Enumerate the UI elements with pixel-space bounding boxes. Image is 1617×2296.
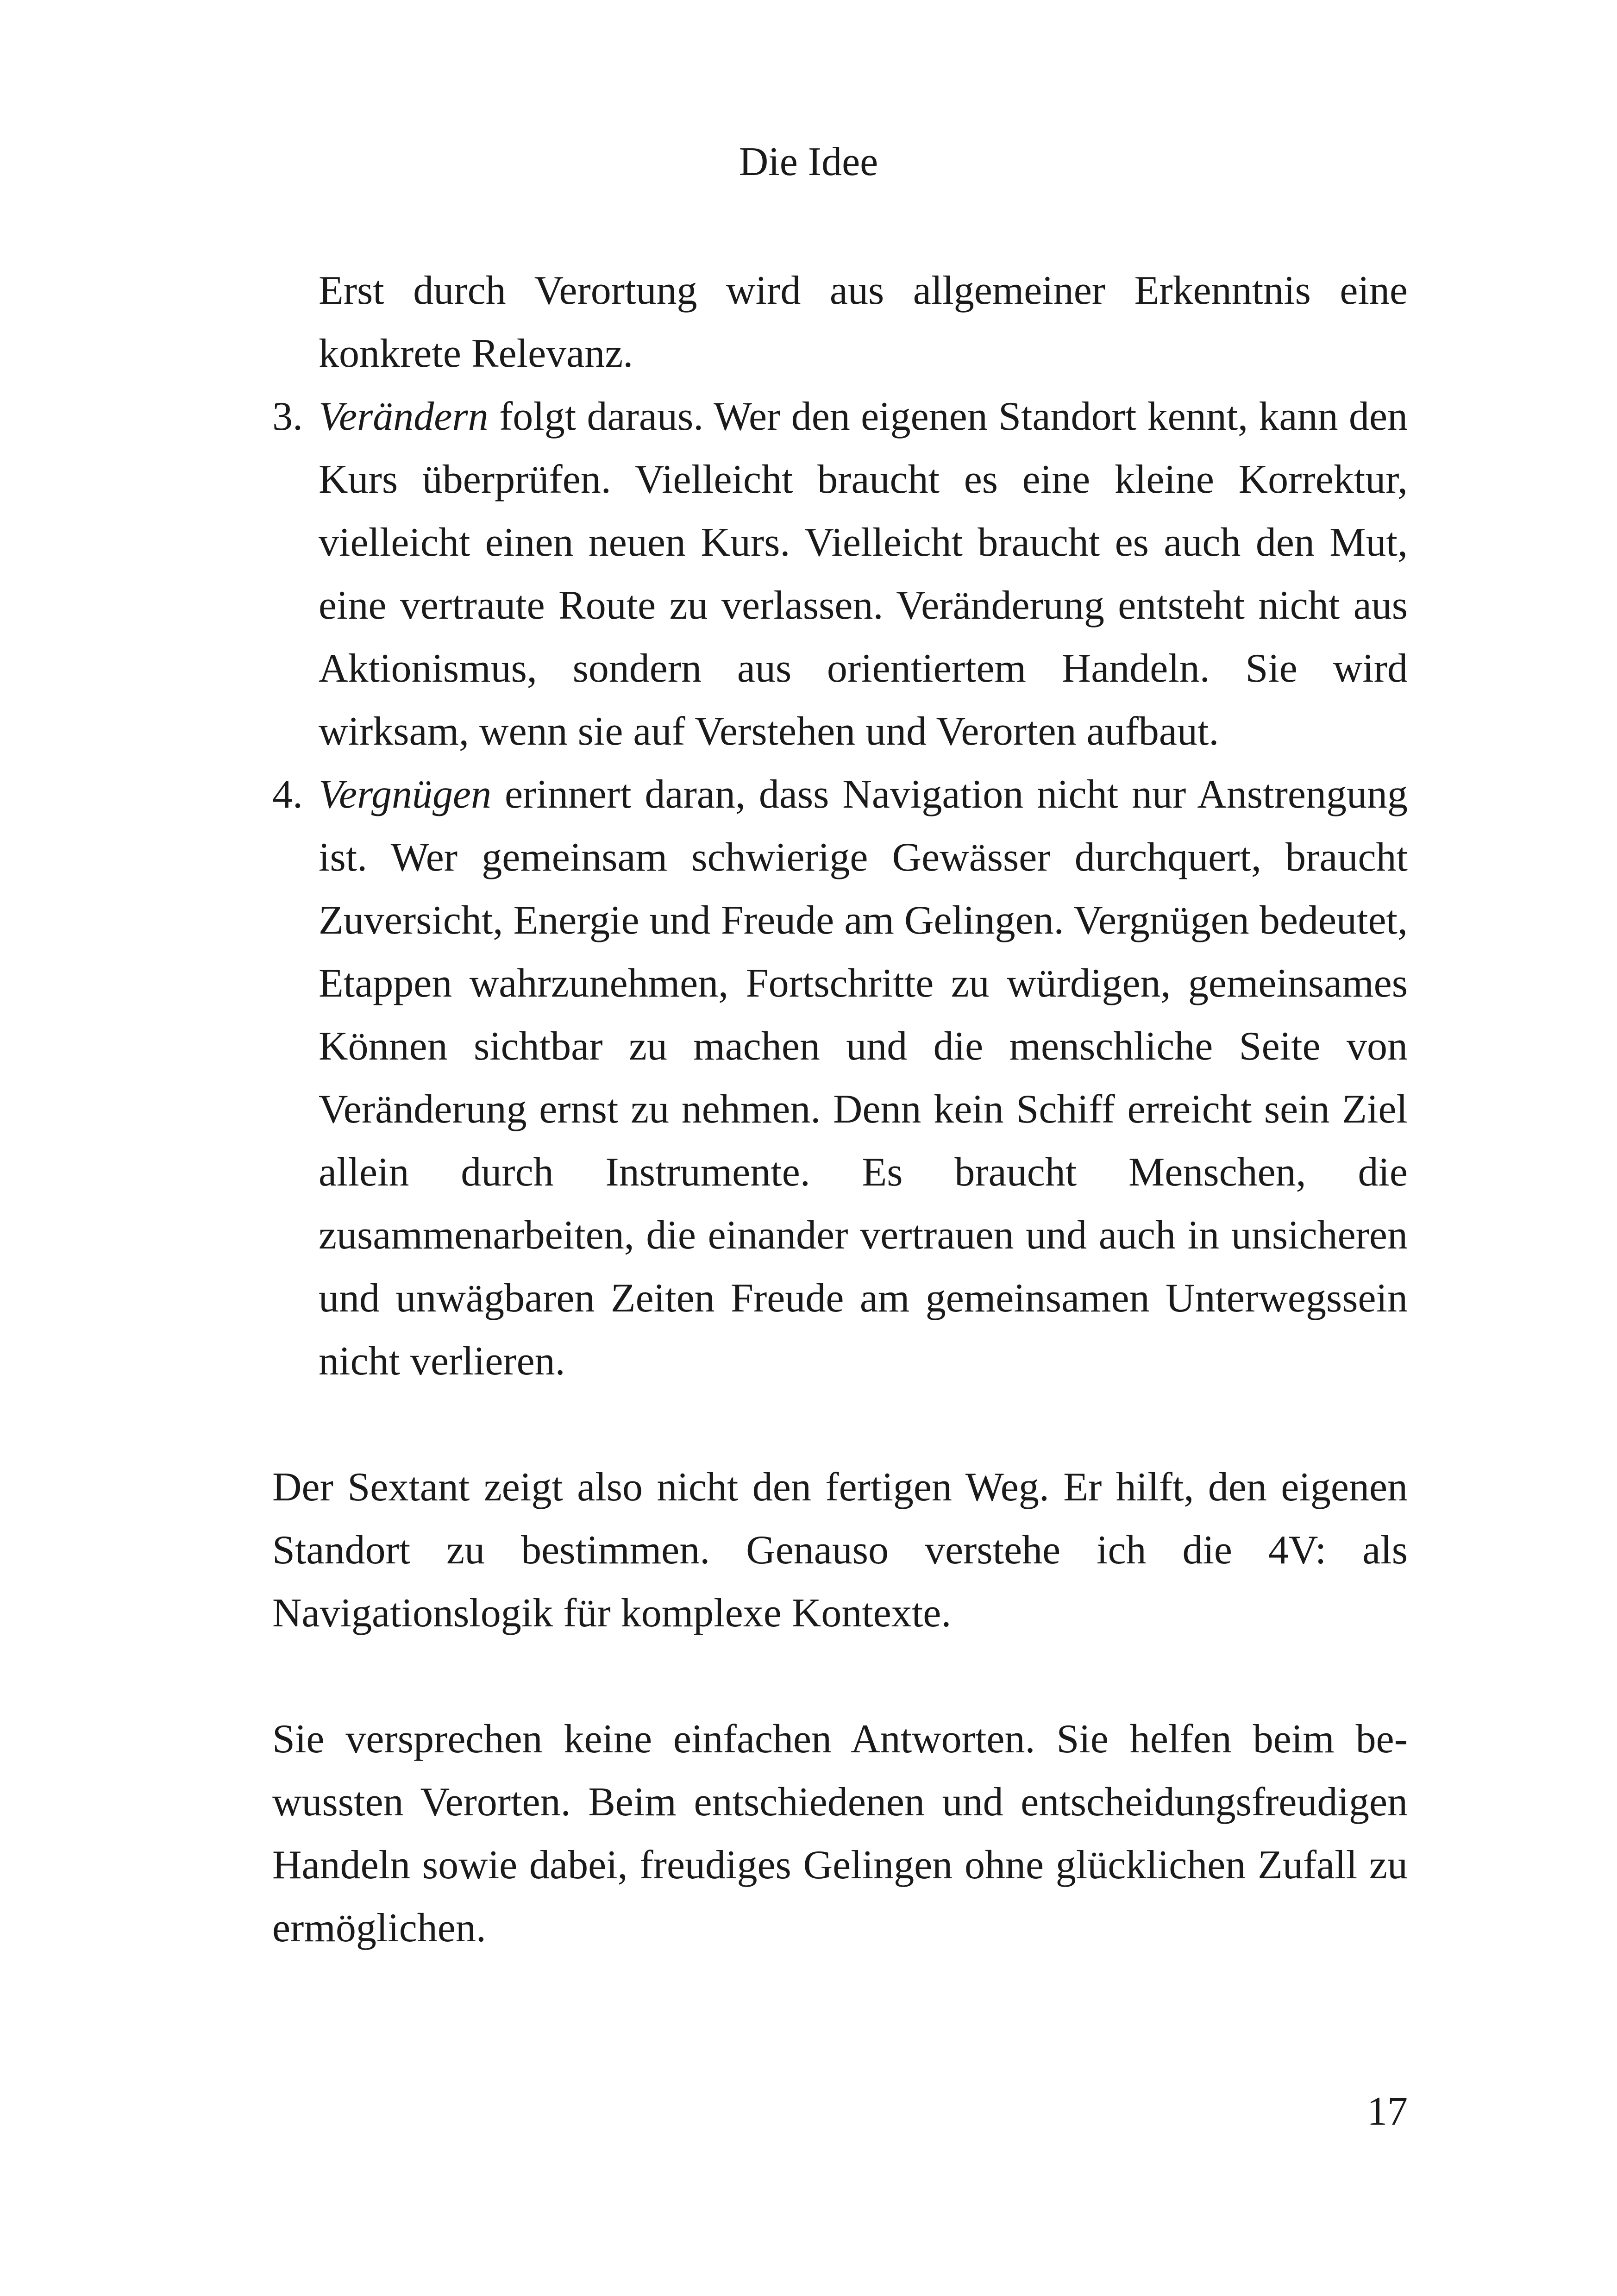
body-paragraph-answers: Sie versprechen keine einfachen Antworten. Sie helfen beim bewussten Verorten. Beim entschiedenen und entscheidungsfreudigen Handeln sowie dabei, freudiges Gelingen ohne glücklichen Zufall zu ermöglichen. [272,1717,1408,1951]
list-item-3 [272,385,1408,763]
paragraph-gap [272,1393,1408,1456]
list-item-continuation [272,259,1408,385]
body-paragraph-sextant: Der Sextant zeigt also nicht den fertigen Weg. Er hilft, den eigenen Standort zu bestimmen. Genauso verstehe ich die 4V: als Navigationslogik für komplexe Kontexte. [272,1465,1408,1636]
list-item-text: folgt daraus. Wer den eigenen Standort kennt, kann den Kurs überprüfen. Vielleicht braucht es eine kleine Korrektur, vielleicht einen neuen Kurs. Vielleicht braucht es auch den Mut, eine vertraute Route zu verlassen. Veränderung entsteht nicht aus Aktionismus, sondern aus orientiertem Handeln. Sie wird wirksam, wenn sie auf Verstehen und Verorten aufbaut. [319,394,1408,754]
list-item-text: erinnert daran, dass Navigation nicht nur Anstrengung ist. Wer gemeinsam schwierige Gewässer durchquert, braucht Zuversicht, Energie und Freude am Gelingen. Vergnügen bedeutet, Etappen wahrzunehmen, Fortschritte zu würdigen, gemeinsames Können sichtbar zu machen und die menschliche Seite von Veränderung ernst zu nehmen. Denn kein Schiff erreicht sein Ziel allein durch Instrumente. Es braucht Menschen, die zusammenarbeiten, die einander vertrauen und auch in unsicheren und unwägbaren Zeiten Freude am gemeinsamen Unterwegssein nicht verlieren. [319,772,1408,1384]
list-item-term: Verändern [319,394,489,439]
list-item-term: Vergnügen [319,772,492,817]
numbered-list [272,259,1408,1393]
list-item-number: 4. [272,772,303,817]
paragraph-gap [272,1645,1408,1708]
running-header: Die Idee [739,139,878,184]
page-body [272,259,1408,1960]
list-item-4 [272,763,1408,1393]
page-number: 17 [1367,2089,1408,2134]
list-item-number: 3. [272,394,303,439]
list-item-continuation-text: Erst durch Verortung wird aus allgemeiner Erkenntnis eine konkrete Relevanz. [319,268,1408,376]
